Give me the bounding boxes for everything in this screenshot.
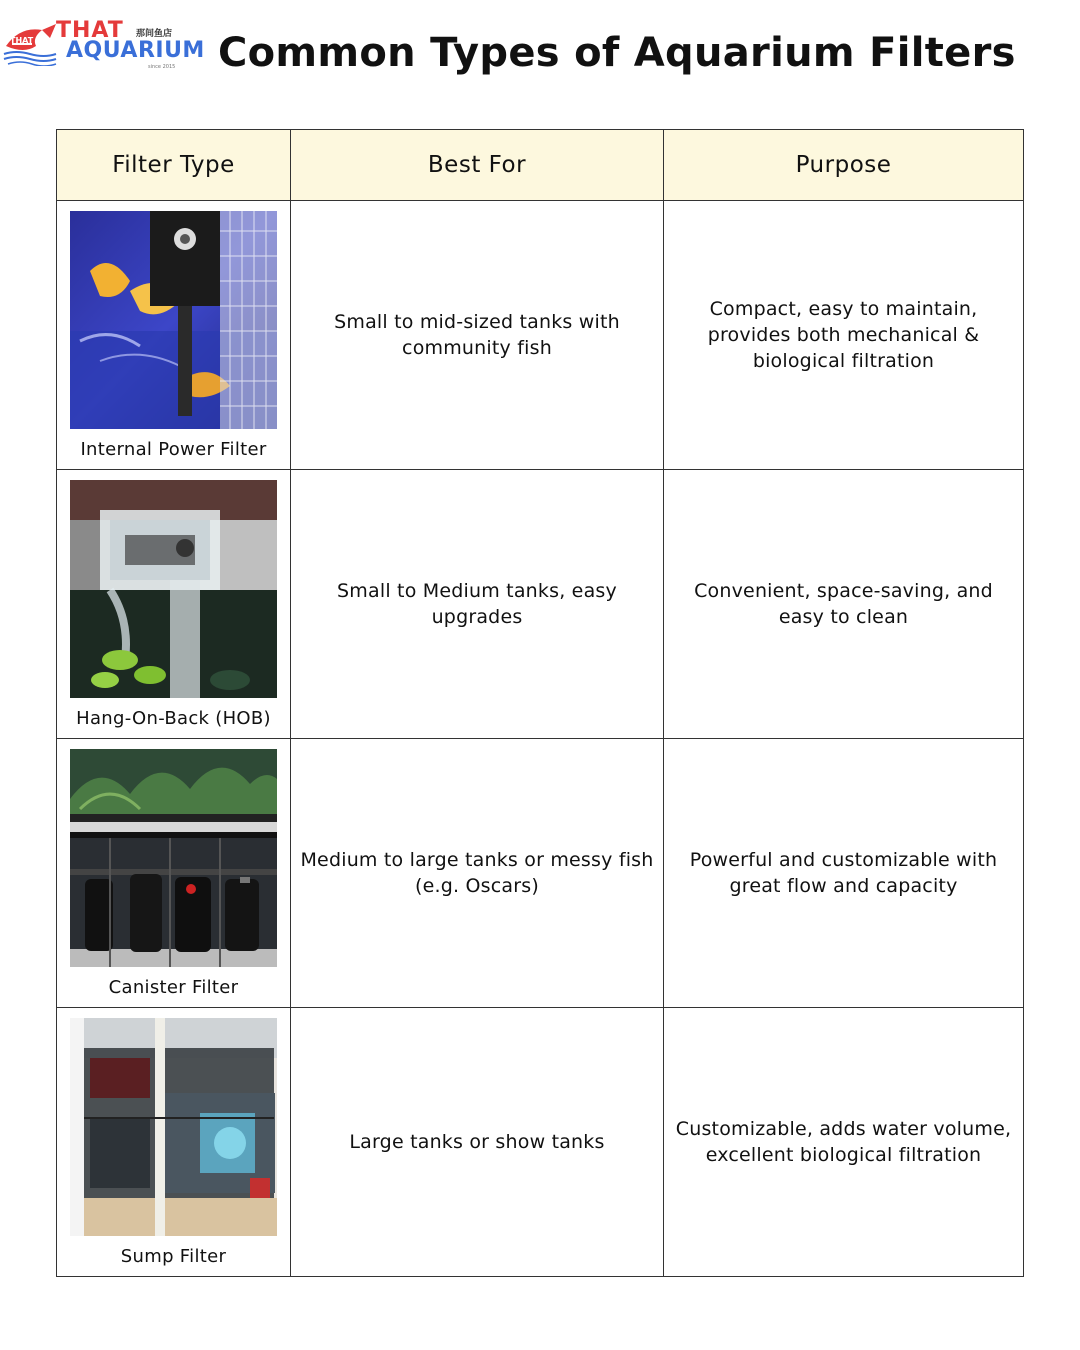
- internal-power-filter-photo: [70, 211, 277, 429]
- purpose-cell: [664, 470, 1024, 739]
- table-row: [57, 201, 1024, 470]
- table-row: [57, 470, 1024, 739]
- filter-type-name: Canister Filter: [108, 976, 239, 998]
- logo-text-chinese: 那间鱼店: [136, 29, 173, 39]
- purpose-cell: [664, 201, 1024, 470]
- filter-type-cell: [57, 1008, 291, 1277]
- best-for-text: Medium to large tanks or messy fish (e.g. Oscars): [300, 849, 654, 897]
- header-filter-type: Filter Type: [57, 130, 291, 201]
- best-for-cell: [291, 470, 664, 739]
- filter-type-cell: [57, 470, 291, 739]
- purpose-text: Powerful and customizable with great flow and capacity: [689, 849, 998, 897]
- best-for-text: Large tanks or show tanks: [349, 1131, 605, 1153]
- purpose-text: Convenient, space-saving, and easy to clean: [694, 580, 993, 628]
- header-best-for: Best For: [291, 130, 664, 201]
- logo-tagline: since 2015: [148, 64, 176, 70]
- best-for-cell: [291, 1008, 664, 1277]
- brand-logo: [2, 14, 205, 74]
- canister-filter-photo: [70, 749, 277, 967]
- filter-type-cell: [57, 201, 291, 470]
- filter-type-name: Sump Filter: [120, 1245, 227, 1267]
- hang-on-back-filter-photo: [70, 480, 277, 698]
- filter-type-name: Internal Power Filter: [80, 438, 267, 460]
- purpose-cell: [664, 739, 1024, 1008]
- table-row: [57, 1008, 1024, 1277]
- svg-text:THAT: THAT: [10, 36, 34, 45]
- best-for-text: Small to Medium tanks, easy upgrades: [337, 580, 617, 628]
- table-header-row: [57, 130, 1024, 201]
- purpose-text: Compact, easy to maintain, provides both mechanical & biological filtration: [707, 298, 980, 372]
- page-title: Common Types of Aquarium Filters: [218, 30, 1016, 76]
- table-row: [57, 739, 1024, 1008]
- best-for-text: Small to mid-sized tanks with community fish: [334, 311, 620, 359]
- sump-filter-photo: [70, 1018, 277, 1236]
- best-for-cell: [291, 739, 664, 1008]
- logo-text-that: THAT: [56, 18, 124, 43]
- fish-logo-icon: [2, 20, 58, 66]
- filter-type-cell: [57, 739, 291, 1008]
- logo-text-aquarium: AQUARIUM: [66, 38, 205, 63]
- purpose-text: Customizable, adds water volume, excellent biological filtration: [675, 1118, 1012, 1166]
- filter-types-table: [56, 129, 1024, 1277]
- best-for-cell: [291, 201, 664, 470]
- filter-type-name: Hang-On-Back (HOB): [76, 707, 271, 729]
- header-purpose: Purpose: [664, 130, 1024, 201]
- purpose-cell: [664, 1008, 1024, 1277]
